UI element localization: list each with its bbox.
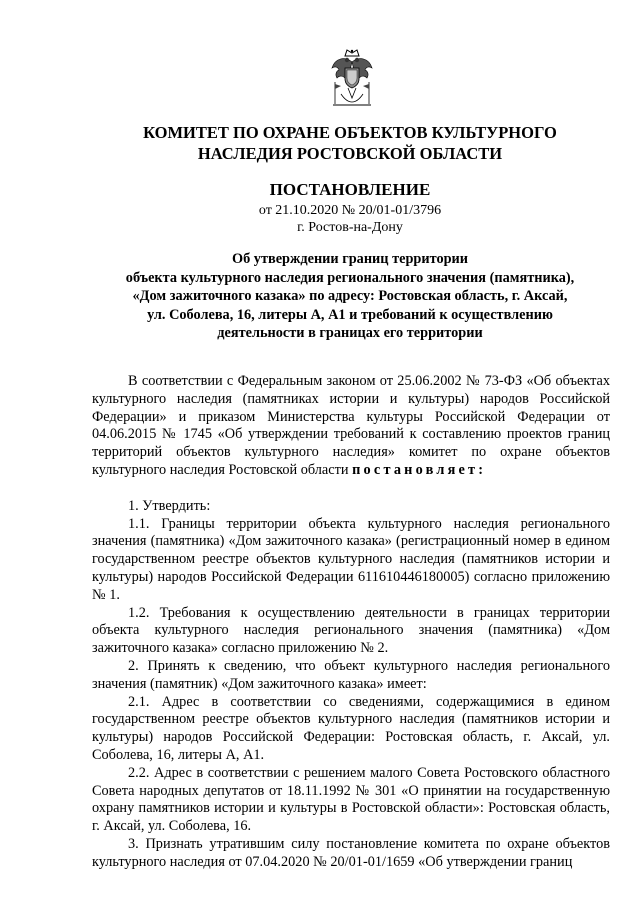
subject-line: «Дом зажиточного казака» по адресу: Ростовская область, г. Аксай, (132, 288, 568, 304)
preamble-text: В соответствии с Федеральным законом от 25.06.2002 № 73-ФЗ «Об объектах культурного наследия (памятниках истории и культуры) народов Российской Федерации» и приказом Министерства культуры Российской Федерации от 04.06.2015 № 1745 «Об утверждении требований к составлению проектов границ территорий объектов культурного наследия» комитет по охране объектов культурного наследия Ростовской области (92, 373, 610, 478)
item-2: 2. Принять к сведению, что объект культурного наследия регионального значения (памятник) «Дом зажиточного казака» имеет: (92, 657, 610, 692)
subject-line: деятельности в границах его территории (217, 325, 483, 341)
document-body (92, 373, 610, 872)
preamble-paragraph (92, 373, 610, 480)
org-line-2: НАСЛЕДИЯ РОСТОВСКОЙ ОБЛАСТИ (197, 144, 503, 163)
document-type: ПОСТАНОВЛЕНИЕ (269, 180, 431, 199)
subject-line: ул. Соболева, 16, литеры А, А1 и требований к осуществлению (147, 306, 553, 323)
item-1-1: 1.1. Границы территории объекта культурного наследия регионального значения (памятника) «Дом зажиточного казака» (регистрационный номер в едином государственном реестре объектов культурного наследия (памятников истории и культуры) народов Российской Федерации 611610446180005) согласно приложению № 1. (92, 515, 610, 603)
subject-line: Об утверждении границ территории (231, 251, 469, 267)
item-3: 3. Признать утратившим силу постановление комитета по охране объектов культурного наследия от 07.04.2020 № 20/01-01/1659 «Об утверждении границ (92, 835, 610, 870)
subject-line: объекта культурного наследия регионального значения (памятника), (125, 269, 575, 286)
organization-title (100, 122, 600, 164)
date-number: от 21.10.2020 № 20/01-01/3796 (258, 203, 442, 218)
item-2-1: 2.1. Адрес в соответствии со сведениями, содержащимися в едином государственном реестре объектов культурного наследия (памятников истории и культуры) народов Российской Федерации: Ростовская область, г. Аксай, ул. Соболева, 16, литеры А, А1. (92, 693, 610, 763)
city-name: г. Ростов-на-Дону (297, 220, 403, 235)
document-subject (92, 250, 608, 343)
coat-of-arms-icon (327, 48, 377, 108)
item-2-2: 2.2. Адрес в соответствии с решением малого Совета Ростовского областного Совета народных депутатов от 18.11.1992 № 301 «О принятии на государственную охрану памятников истории и культуры в Ростовской области»: Ростовская область, г. Аксай, ул. Соболева, 16. (92, 764, 610, 835)
org-line-1: КОМИТЕТ ПО ОХРАНЕ ОБЪЕКТОВ КУЛЬТУРНОГО (143, 123, 557, 142)
decree-word: постановляет: (352, 461, 487, 478)
item-1: 1. Утвердить: (128, 497, 211, 514)
item-1-2: 1.2. Требования к осуществлению деятельности в границах территории объекта культурного наследия регионального значения (памятника) «Дом зажиточного казака» согласно приложению № 2. (92, 604, 610, 657)
